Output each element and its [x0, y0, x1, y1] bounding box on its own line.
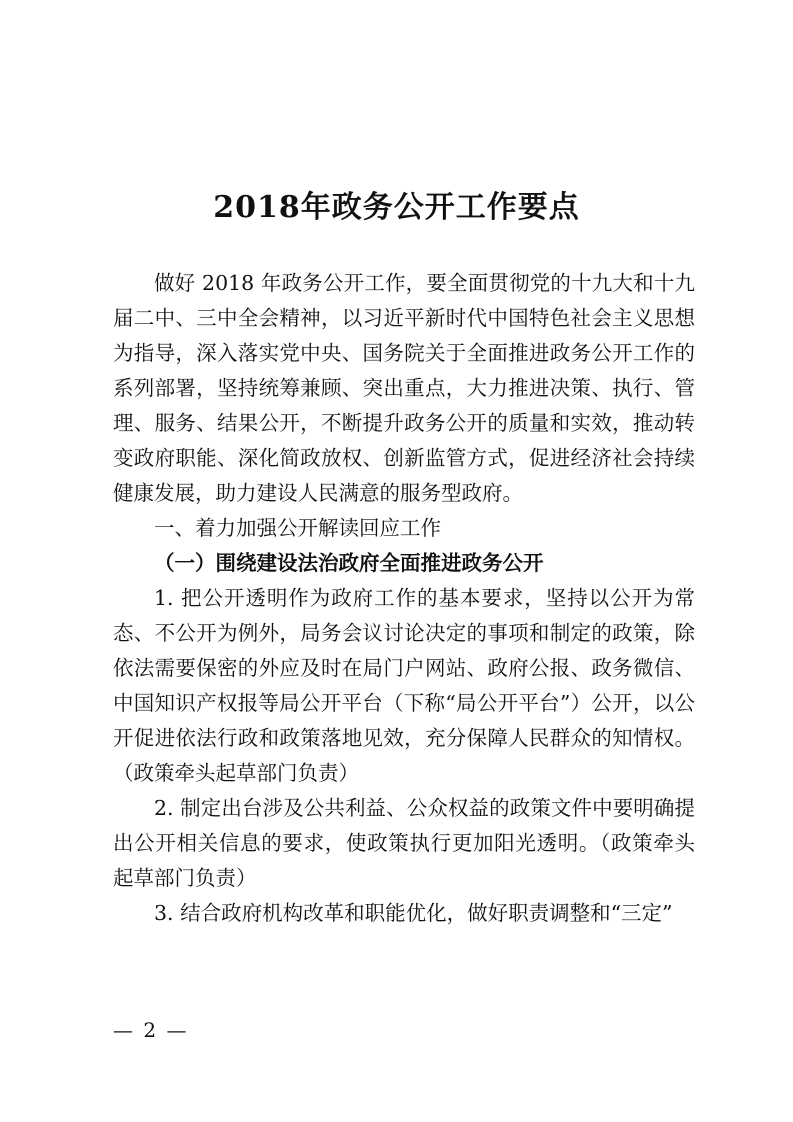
paragraph-item-2: 2. 制定出台涉及公共利益、公众权益的政策文件中要明确提出公开相关信息的要求，使政策执行更加阳光透明。（政策牵头起草部门负责） — [113, 796, 695, 890]
page-number: — 2 — — [113, 1018, 189, 1042]
document-body — [113, 266, 695, 931]
document-title: 2018年政务公开工作要点 — [213, 190, 580, 225]
subsection-heading: （一）围绕建设法治政府全面推进政务公开 — [154, 551, 544, 575]
paragraph-intro: 做好 2018 年政务公开工作，要全面贯彻党的十九大和十九届二中、三中全会精神，以习近平新时代中国特色社会主义思想为指导，深入落实党中央、国务院关于全面推进政务公开工作的系列部署，坚持统筹兼顾、突出重点，大力推进决策、执行、管理、服务、结果公开，不断提升政务公开的质量和实效，推动转变政府职能、深化简政放权、创新监管方式，促进经济社会持续健康发展，助力建设人民满意的服务型政府。 — [113, 271, 695, 505]
section-heading: 一、着力加强公开解读回应工作 — [154, 516, 441, 540]
paragraph-item-1: 1. 把公开透明作为政府工作的基本要求，坚持以公开为常态、不公开为例外，局务会议讨论决定的事项和制定的政策，除依法需要保密的外应及时在局门户网站、政府公报、政务微信、中国知识产权报等局公开平台（下称“局公开平台”）公开，以公开促进依法行政和政策落地见效，充分保障人民群众的知情权。（政策牵头起草部门负责） — [113, 586, 695, 785]
paragraph-item-3: 3. 结合政府机构改革和职能优化，做好职责调整和“三定” — [154, 901, 673, 925]
